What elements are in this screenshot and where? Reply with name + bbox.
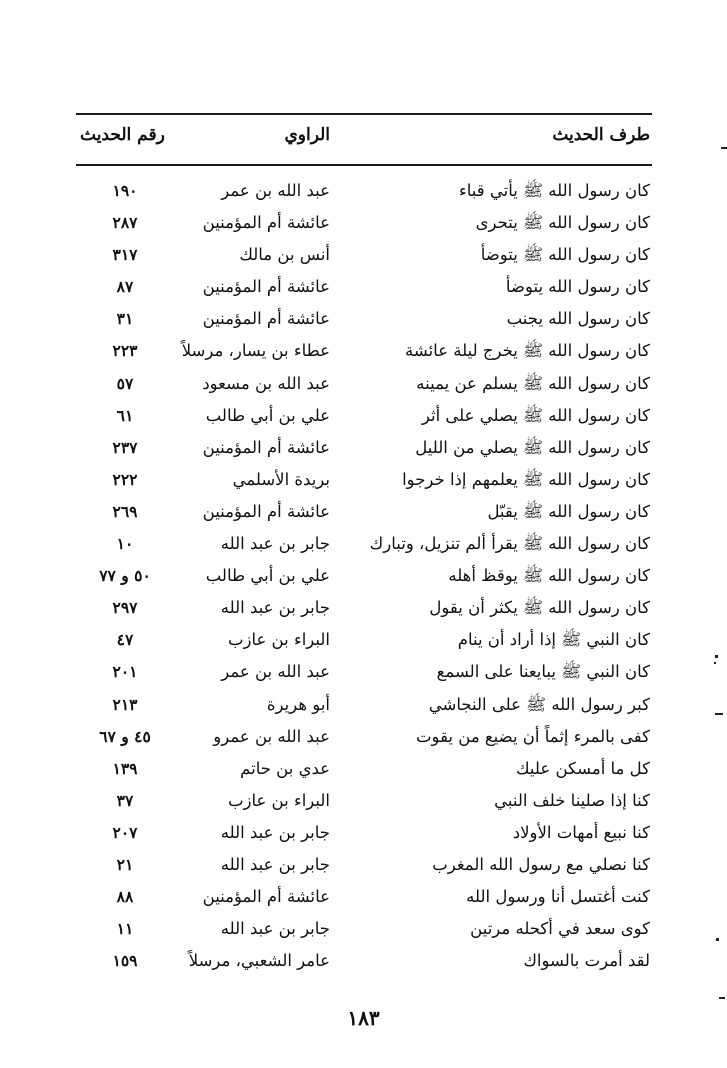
table-row xyxy=(70,689,656,721)
hadith-number-cell: ٢٨٧ xyxy=(112,213,138,233)
table-row xyxy=(70,303,656,335)
table-row xyxy=(70,817,656,849)
hadith-number-cell: ٢٩٧ xyxy=(112,598,138,618)
hadith-number-cell: ١٩٠ xyxy=(112,181,138,200)
narrator-cell: علي بن أبي طالب xyxy=(205,405,330,425)
hadith-start-cell: كان رسول الله ﷺ يأتي قباء xyxy=(459,181,650,200)
hadith-number-cell: ٥٧ xyxy=(116,373,134,393)
table-row xyxy=(70,721,656,753)
hadith-start-cell: كنا إذا صلينا خلف النبي xyxy=(494,790,650,810)
hadith-number-cell: ٨٧ xyxy=(116,277,134,297)
hadith-start-cell: كنا نصلي مع رسول الله المغرب xyxy=(432,854,650,874)
narrator-cell: عبد الله بن عمرو xyxy=(213,726,330,746)
table-row xyxy=(70,368,656,400)
hadith-number-cell: ١٠ xyxy=(116,534,134,554)
table-row xyxy=(70,207,656,239)
narrator-cell: جابر بن عبد الله xyxy=(220,534,330,554)
hadith-start-cell: كنا نبيع أمهات الأولاد xyxy=(512,822,650,842)
hadith-start-cell: كنت أغتسل أنا ورسول الله xyxy=(466,887,650,907)
hadith-number-cell: ٢١٣ xyxy=(112,694,138,714)
hadith-start-cell: كان رسول الله ﷺ يكثر أن يقول xyxy=(429,598,650,618)
hadith-number-cell: ١٥٩ xyxy=(112,951,138,971)
hadith-start-cell: لقد أمرت بالسواك xyxy=(523,951,650,971)
narrator-cell: جابر بن عبد الله xyxy=(220,919,330,939)
hadith-start-cell: كبر رسول الله ﷺ على النجاشي xyxy=(428,694,650,714)
hadith-number-cell: ٣١٧ xyxy=(112,245,138,265)
narrator-cell: أنس بن مالك xyxy=(239,245,330,265)
narrator-cell: عبد الله بن مسعود xyxy=(202,373,330,393)
table-row xyxy=(70,239,656,271)
hadith-start-cell: كل ما أمسكن عليك xyxy=(516,758,650,778)
header-top-rule xyxy=(76,113,652,115)
narrator-cell: جابر بن عبد الله xyxy=(220,598,330,618)
table-row xyxy=(70,528,656,560)
table-row xyxy=(70,400,656,432)
hadith-start-cell: كان النبي ﷺ يبايعنا على السمع xyxy=(436,662,650,682)
table-row xyxy=(70,432,656,464)
header-hadith-number: رقم الحديث xyxy=(80,125,165,145)
narrator-cell: جابر بن عبد الله xyxy=(220,822,330,842)
hadith-start-cell: كان رسول الله يتوضأ xyxy=(505,277,650,297)
table-row xyxy=(70,945,656,977)
narrator-cell: بريدة الأسلمي xyxy=(232,469,330,489)
narrator-cell: عبد الله بن عمر xyxy=(221,662,330,682)
narrator-cell: البراء بن عازب xyxy=(227,630,330,650)
margin-mark xyxy=(715,655,718,658)
hadith-number-cell: ١٣٩ xyxy=(112,758,138,778)
hadith-number-cell: ٤٥ و ٦٧ xyxy=(99,726,151,746)
hadith-number-cell: ٣٧ xyxy=(116,790,134,810)
narrator-cell: عطاء بن يسار، مرسلاً xyxy=(181,341,330,361)
hadith-start-cell: كان رسول الله ﷺ يوقظ أهله xyxy=(448,566,650,586)
table-row xyxy=(70,913,656,945)
hadith-number-cell: ١١ xyxy=(116,919,134,939)
margin-mark xyxy=(714,662,716,664)
hadith-number-cell: ٨٨ xyxy=(116,887,134,907)
table-header xyxy=(70,120,656,156)
table-row xyxy=(70,592,656,624)
narrator-cell: جابر بن عبد الله xyxy=(220,854,330,874)
narrator-cell: عائشة أم المؤمنين xyxy=(202,309,330,329)
narrator-cell: عائشة أم المؤمنين xyxy=(202,501,330,521)
table-row xyxy=(70,785,656,817)
hadith-start-cell: كان رسول الله ﷺ يخرج ليلة عائشة xyxy=(405,341,650,361)
hadith-start-cell: كان رسول الله ﷺ يقبّل xyxy=(487,501,650,521)
table-row xyxy=(70,335,656,367)
table-row xyxy=(70,849,656,881)
narrator-cell: عائشة أم المؤمنين xyxy=(202,213,330,233)
hadith-number-cell: ٢١ xyxy=(116,854,134,874)
narrator-cell: عدي بن حاتم xyxy=(240,758,330,778)
margin-mark xyxy=(716,938,719,941)
hadith-start-cell: كان رسول الله يجنب xyxy=(506,309,650,329)
narrator-cell: علي بن أبي طالب xyxy=(205,566,330,586)
hadith-number-cell: ٢٠٧ xyxy=(112,822,138,842)
header-bottom-rule xyxy=(76,164,652,166)
narrator-cell: أبو هريرة xyxy=(266,694,330,714)
margin-mark xyxy=(719,997,725,999)
hadith-number-cell: ٦١ xyxy=(116,405,134,425)
page-number: ١٨٣ xyxy=(347,1006,380,1030)
table-row xyxy=(70,881,656,913)
hadith-start-cell: كان رسول الله ﷺ يقرأ ألم تنزيل، وتبارك xyxy=(369,534,650,554)
hadith-start-cell: كان رسول الله ﷺ يصلي على أثر xyxy=(421,405,650,425)
hadith-start-cell: كان رسول الله ﷺ يتوضأ xyxy=(480,245,650,265)
narrator-cell: البراء بن عازب xyxy=(227,790,330,810)
narrator-cell: عامر الشعبي، مرسلاً xyxy=(188,951,330,971)
margin-mark xyxy=(715,713,723,715)
hadith-start-cell: كان رسول الله ﷺ يسلم عن يمينه xyxy=(416,373,650,393)
hadith-number-cell: ٢٢٢ xyxy=(112,469,138,489)
table-row xyxy=(70,175,656,207)
hadith-start-cell: كان النبي ﷺ إذا أراد أن ينام xyxy=(457,630,650,650)
hadith-start-cell: كان رسول الله ﷺ يعلمهم إذا خرجوا xyxy=(402,469,650,489)
table-row xyxy=(70,624,656,656)
hadith-number-cell: ٥٠ و ٧٧ xyxy=(99,566,151,586)
table-row xyxy=(70,496,656,528)
table-row xyxy=(70,656,656,688)
hadith-number-cell: ٢٦٩ xyxy=(112,501,138,521)
hadith-start-cell: كوى سعد في أكحله مرتين xyxy=(470,919,650,939)
table-row xyxy=(70,560,656,592)
hadith-number-cell: ٢٠١ xyxy=(112,662,138,682)
table-row xyxy=(70,464,656,496)
hadith-number-cell: ٣١ xyxy=(116,309,134,329)
narrator-cell: عائشة أم المؤمنين xyxy=(202,887,330,907)
table-body xyxy=(70,175,656,977)
hadith-start-cell: كان رسول الله ﷺ يتحرى xyxy=(475,213,650,233)
table-row xyxy=(70,753,656,785)
narrator-cell: عائشة أم المؤمنين xyxy=(202,277,330,297)
hadith-number-cell: ٤٧ xyxy=(116,630,134,650)
header-hadith-start: طرف الحديث xyxy=(552,125,650,145)
hadith-number-cell: ٢٢٣ xyxy=(112,341,138,361)
hadith-start-cell: كفى بالمرء إثماً أن يضيع من يقوت xyxy=(416,726,650,746)
table-row xyxy=(70,271,656,303)
hadith-number-cell: ٢٣٧ xyxy=(112,437,138,457)
hadith-start-cell: كان رسول الله ﷺ يصلي من الليل xyxy=(415,437,650,457)
header-narrator: الراوي xyxy=(284,125,330,145)
narrator-cell: عائشة أم المؤمنين xyxy=(202,437,330,457)
narrator-cell: عبد الله بن عمر xyxy=(221,181,330,200)
margin-mark xyxy=(721,147,727,149)
